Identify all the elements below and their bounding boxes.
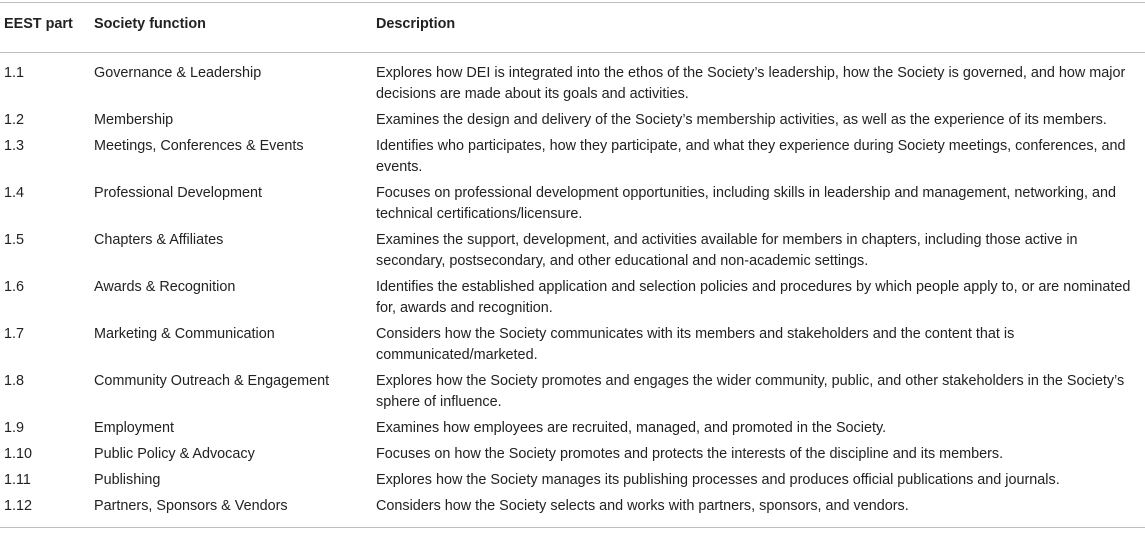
table-row: [0, 369, 1145, 416]
eest-table: [0, 2, 1145, 528]
cell-function: Awards & Recognition: [94, 279, 236, 295]
cell-function: Governance & Leadership: [94, 65, 262, 81]
table-row: [0, 134, 1145, 181]
cell-description: Focuses on how the Society promotes and protects the interests of the discipline and its members.: [376, 446, 1004, 462]
cell-part: 1.9: [4, 420, 25, 436]
cell-function: Publishing: [94, 472, 161, 488]
table-row: [0, 181, 1145, 228]
cell-function: Professional Development: [94, 185, 262, 201]
header-eest-part: EEST part: [4, 16, 73, 32]
cell-function: Public Policy & Advocacy: [94, 446, 255, 462]
table-row: [0, 468, 1145, 494]
cell-description: Examines the support, development, and activities available for members in chapters, including those active in secondary, postsecondary, and other educational and non-academic settings.: [376, 232, 1078, 269]
cell-part: 1.2: [4, 112, 25, 128]
cell-function: Marketing & Communication: [94, 326, 275, 342]
cell-description: Considers how the Society communicates with its members and stakeholders and the content that is communicated/marketed.: [376, 326, 1015, 363]
cell-part: 1.4: [4, 185, 25, 201]
cell-part: 1.5: [4, 232, 25, 248]
cell-function: Partners, Sponsors & Vendors: [94, 498, 288, 514]
header-row: [0, 3, 1145, 53]
table-row: [0, 275, 1145, 322]
table-body: [0, 53, 1145, 528]
cell-part: 1.11: [4, 472, 31, 488]
header-description: Description: [376, 16, 456, 32]
table-header: [0, 3, 1145, 53]
cell-function: Membership: [94, 112, 174, 128]
cell-function: Community Outreach & Engagement: [94, 373, 330, 389]
cell-description: Considers how the Society selects and works with partners, sponsors, and vendors.: [376, 498, 909, 514]
cell-function: Chapters & Affiliates: [94, 232, 224, 248]
table-row: [0, 228, 1145, 275]
header-society-function: Society function: [94, 16, 206, 32]
cell-description: Focuses on professional development opportunities, including skills in leadership and management, networking, and technical certifications/licensure.: [376, 185, 1116, 222]
cell-description: Examines how employees are recruited, managed, and promoted in the Society.: [376, 420, 887, 436]
cell-description: Explores how the Society manages its publishing processes and produces official publications and journals.: [376, 472, 1060, 488]
table-row: [0, 322, 1145, 369]
cell-description: Identifies the established application and selection policies and procedures by which people apply to, or are nominated for, awards and recognition.: [376, 279, 1131, 316]
cell-part: 1.10: [4, 446, 33, 462]
cell-description: Identifies who participates, how they participate, and what they experience during Society meetings, conferences, and events.: [376, 138, 1126, 175]
cell-part: 1.8: [4, 373, 25, 389]
table-row: [0, 494, 1145, 528]
table-row: [0, 416, 1145, 442]
cell-part: 1.1: [4, 65, 25, 81]
cell-part: 1.12: [4, 498, 33, 514]
table-row: [0, 53, 1145, 109]
cell-function: Employment: [94, 420, 174, 436]
table-row: [0, 108, 1145, 134]
cell-part: 1.3: [4, 138, 25, 154]
table-row: [0, 442, 1145, 468]
cell-description: Explores how DEI is integrated into the ethos of the Society’s leadership, how the Society is governed, and how major decisions are made about its goals and activities.: [376, 65, 1126, 102]
cell-description: Explores how the Society promotes and engages the wider community, public, and other stakeholders in the Society’s sphere of influence.: [376, 373, 1125, 410]
cell-function: Meetings, Conferences & Events: [94, 138, 304, 154]
cell-part: 1.6: [4, 279, 25, 295]
cell-part: 1.7: [4, 326, 25, 342]
cell-description: Examines the design and delivery of the Society’s membership activities, as well as the experience of its members.: [376, 112, 1107, 128]
